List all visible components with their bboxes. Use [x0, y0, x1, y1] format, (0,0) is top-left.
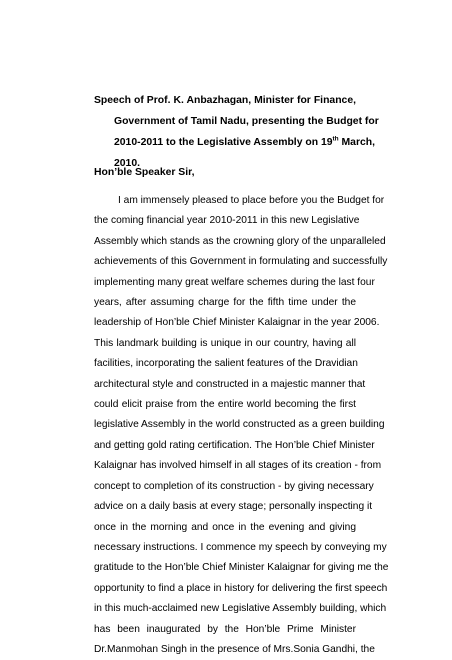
title-line-1: Speech of Prof. K. Anbazhagan, Minister for Finance,: [94, 95, 356, 106]
title-line-4: 2010.: [114, 158, 141, 169]
salutation: Hon’ble Speaker Sir,: [94, 167, 195, 178]
paragraph-line: opportunity to find a place in history for delivering the first speech: [94, 582, 388, 594]
title-line-2: Government of Tamil Nadu, presenting the Budget for: [114, 116, 379, 127]
paragraph-line: could elicit praise from the entire world becoming the first: [94, 399, 356, 411]
paragraph-line: This landmark building is unique in our country, having all: [94, 337, 356, 349]
paragraph-line: Kalaignar has involved himself in all stages of its creation - from: [94, 460, 382, 472]
paragraph-line: has been inaugurated by the Hon’ble Prime Minister: [94, 623, 356, 635]
speech-title: [94, 90, 379, 174]
paragraph-line: leadership of Hon’ble Chief Minister Kalaignar in the year 2006.: [94, 317, 380, 329]
title-line-3-text: 2010-2011 to the Legislative Assembly on 19: [114, 137, 333, 148]
paragraph-line: the coming financial year 2010-2011 in this new Legislative: [94, 215, 360, 227]
paragraph-line: necessary instructions. I commence my speech by conveying my: [94, 541, 387, 553]
paragraph-line: achievements of this Government in formulating and successfully: [94, 256, 388, 268]
paragraph-line: Dr.Manmohan Singh in the presence of Mrs.Sonia Gandhi, the: [94, 643, 375, 655]
paragraph-line: implementing many great welfare schemes during the last four: [94, 276, 375, 288]
date-ordinal-suffix: th: [332, 135, 339, 143]
paragraph-line: in this much-acclaimed new Legislative Assembly building, which: [94, 603, 387, 615]
paragraph-line: once in the morning and once in the evening and giving: [94, 521, 356, 533]
title-line-3: [94, 132, 376, 153]
paragraph-line: concept to completion of its construction - by giving necessary: [94, 480, 374, 492]
paragraph-line: advice on a daily basis at every stage; personally inspecting it: [94, 501, 373, 513]
title-line-3-month: March,: [338, 137, 376, 148]
speech-paragraph: [94, 191, 389, 660]
paragraph-line: legislative Assembly in the world constructed as a green building: [94, 419, 385, 431]
paragraph-line: Assembly which stands as the crowning glory of the unparalleled: [94, 235, 386, 247]
paragraph-line: and getting gold rating certification. The Hon’ble Chief Minister: [94, 439, 375, 451]
paragraph-line: I am immensely pleased to place before you the Budget for: [118, 195, 385, 206]
paragraph-line: gratitude to the Hon’ble Chief Minister Kalaignar for giving me the: [94, 562, 389, 574]
paragraph-line: years, after assuming charge for the fifth time under the: [94, 297, 356, 309]
paragraph-line: architectural style and constructed in a majestic manner that: [94, 378, 366, 390]
paragraph-line: facilities, incorporating the salient features of the Dravidian: [94, 358, 358, 370]
